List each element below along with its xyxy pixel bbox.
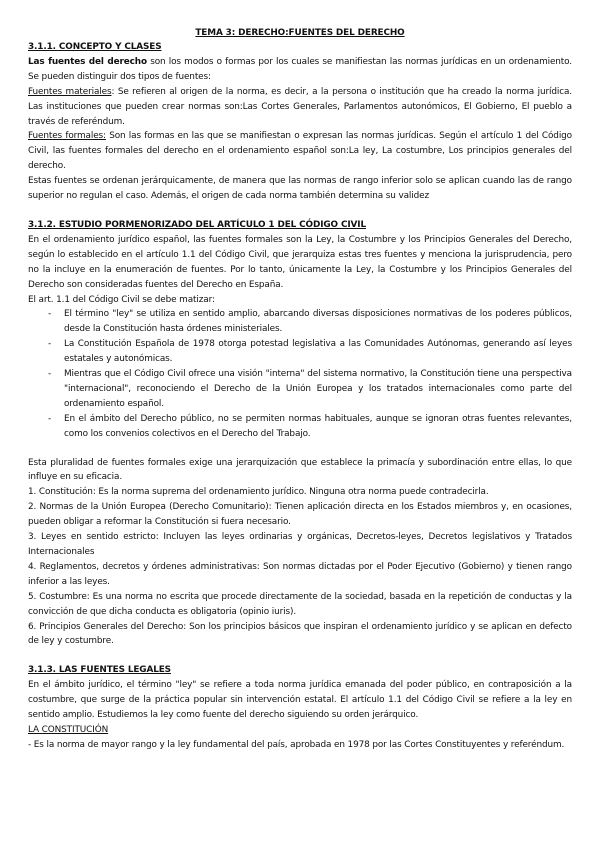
spacer <box>28 204 572 218</box>
matices-list <box>28 307 572 441</box>
term-fuentes-formales: Fuentes formales: <box>28 131 106 142</box>
hierarchy-item: 4. Reglamentos, decretos y órdenes administrativas: Son normas dictadas por el Poder Ejecutivo (Gobierno) y tienen rango inferior a las leyes. <box>28 561 572 587</box>
document-title: TEMA 3: DERECHO:FUENTES DEL DERECHO <box>195 28 405 38</box>
hierarchy-item: 3. Leyes en sentido estricto: Incluyen las leyes ordinarias y orgánicas, Decretos-leyes, Decretos legislativos y Tratados Internacionales <box>28 532 572 557</box>
list-item: - Mientras que el Código Civil ofrece una visión "interna" del sistema normativo, la Constitución tiene una perspectiva "internacional", reconociendo el Derecho de la Unión Europea y los tratados internacionales como parte del ordenamiento español. <box>52 367 572 412</box>
paragraph-constitucion: - Es la norma de mayor rango y la ley fundamental del país, aprobada en 1978 por las Cortes Constituyentes y referéndum. <box>28 739 565 750</box>
paragraph-jerarquia: Estas fuentes se ordenan jerárquicamente, de manera que las normas de rango inferior solo se aplican cuando las de rango superior no regulan el caso. Además, el origen de cada norma también determina su validez <box>28 176 572 202</box>
paragraph-pluralidad: Esta pluralidad de fuentes formales exige una jerarquización que establece la primacía y subordinación entre ellas, lo que influye en su eficacia. <box>28 457 572 483</box>
paragraph-definicion <box>28 55 572 85</box>
list-item: - El término "ley" se utiliza en sentido amplio, abarcando diversas disposiciones normativas de los poderes públicos, desde la Constitución hasta órdenes ministeriales. <box>52 307 572 337</box>
section-heading-concepto: 3.1.1. CONCEPTO Y CLASES <box>28 42 162 52</box>
hierarchy-item: 5. Costumbre: Es una norma no escrita que procede directamente de la sociedad, basada en la repetición de conductas y la convicción de que dicha conducta es obligatoria (opinio iuris). <box>28 591 572 617</box>
definicion-text: son los modos o formas por los cuales se manifiestan las normas jurídicas en un ordenamiento. Se pueden distinguir dos tipos de fuentes: <box>28 56 573 82</box>
fuentes-materiales-text: : Se refieren al origen de la norma, es decir, a la persona o institución que ha creado la norma jurídica. Las instituciones que pueden crear normas son:Las Cortes Generales, Parlamentos autonómicos, El Gobierno, El pueblo a través de referéndum. <box>28 86 572 127</box>
subheading-constitucion: LA CONSTITUCIÓN <box>28 724 109 735</box>
spacer <box>28 649 572 663</box>
hierarchy-item: 1. Constitución: Es la norma suprema del ordenamiento jurídico. Ninguna otra norma puede contradecirla. <box>28 487 489 498</box>
paragraph-fuentes-materiales <box>28 85 572 130</box>
paragraph-ordenamiento: En el ordenamiento jurídico español, las fuentes formales son la Ley, la Costumbre y los Principios Generales del Derecho, según lo establecido en el artículo 1.1 del Código Civil, que jerarquiza estas tres fuentes y menciona la jurisprudencia, pero no la incluye en la enumeración de fuentes. Por lo tanto, únicamente la Ley, la Costumbre y los Principios Generales del Derecho son consideradas fuentes del Derecho en España. <box>28 234 572 290</box>
term-fuentes-derecho: Las fuentes del derecho <box>28 56 147 67</box>
spacer <box>28 442 572 456</box>
hierarchy-item: 6. Principios Generales del Derecho: Son los principios básicos que inspiran el ordenamiento jurídico y se aplican en defecto de ley y costumbre. <box>28 621 572 647</box>
list-item: - La Constitución Española de 1978 otorga potestad legislativa a las Comunidades Autónomas, generando así leyes estatales y autonómicas. <box>52 337 572 367</box>
paragraph-matizar: El art. 1.1 del Código Civil se debe matizar: <box>28 294 215 305</box>
hierarchy-item: 2. Normas de la Unión Europea (Derecho Comunitario): Tienen aplicación directa en los Estados miembros y, en ocasiones, pueden obligar a reformar la Constitución si fuera necesario. <box>28 502 572 528</box>
paragraph-ley: En el ámbito jurídico, el término "ley" se refiere a toda norma jurídica emanada del poder público, en contraposición a la costumbre, que surge de la práctica popular sin intervención estatal. El artículo 1.1 del Código Civil se refiere a la ley en sentido amplio. Estudiemos la ley como fuente del derecho siguiendo su orden jerárquico. <box>28 680 572 721</box>
fuentes-formales-text: Son las formas en las que se manifiestan o expresan las normas jurídicas. Según el artículo 1 del Código Civil, las fuentes formales del derecho en el ordenamiento español son:La ley, La costumbre, Los principios generales del derecho. <box>28 131 572 172</box>
list-item: - En el ámbito del Derecho público, no se permiten normas habituales, aunque se ignoran otras fuentes relevantes, como los convenios colectivos en el Derecho del Trabajo. <box>52 412 572 442</box>
section-heading-fuentes-legales: 3.1.3. LAS FUENTES LEGALES <box>28 665 171 676</box>
term-fuentes-materiales: Fuentes materiales <box>28 86 112 97</box>
section-heading-articulo-1: 3.1.2. ESTUDIO PORMENORIZADO DEL ARTÍCULO 1 DEL CÓDIGO CIVIL <box>28 219 366 230</box>
paragraph-fuentes-formales <box>28 129 572 174</box>
